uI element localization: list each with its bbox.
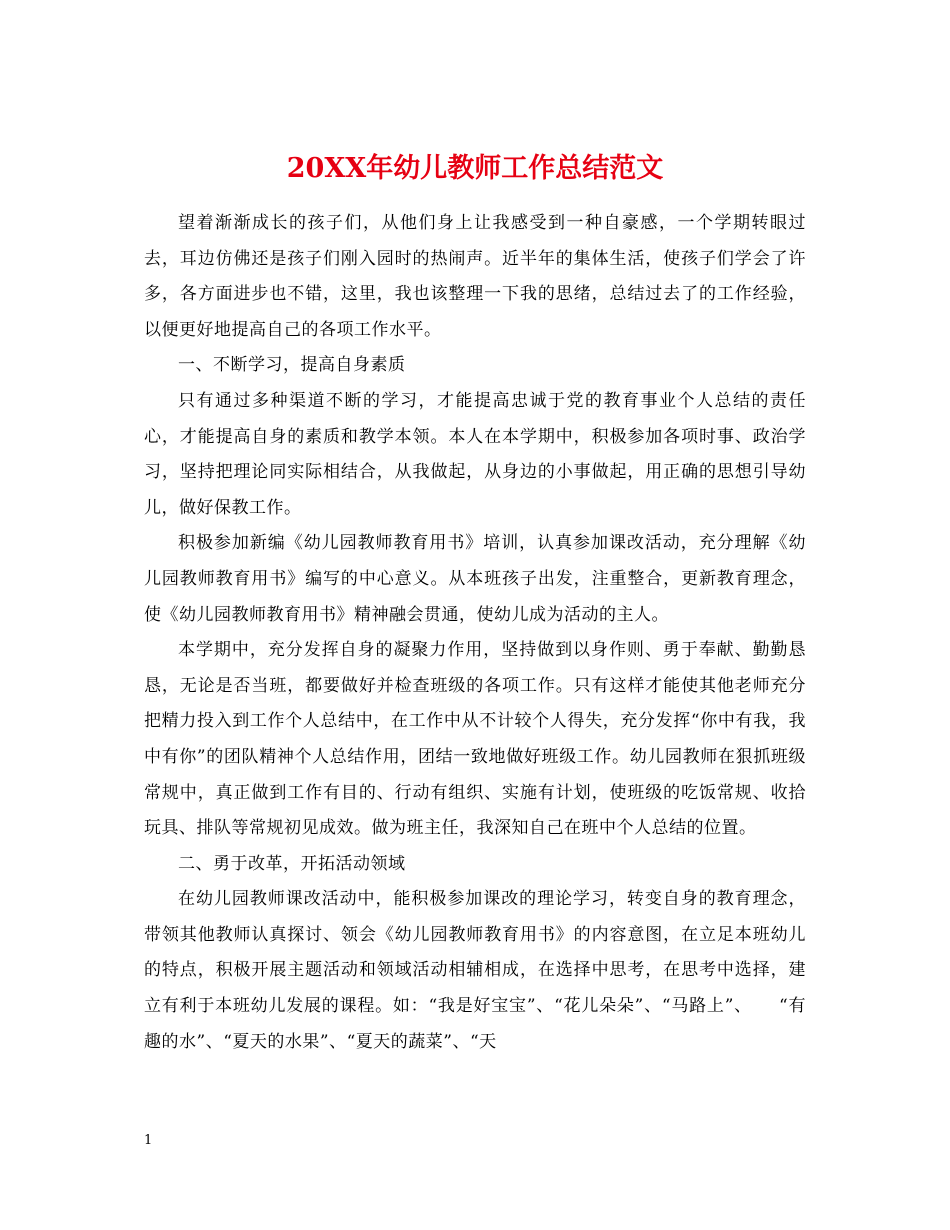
paragraph-reform: 在幼儿园教师课改活动中，能积极参加课改的理论学习，转变自身的教育理念，带领其他教师认真探讨、领会《幼儿园教师教育用书》的内容意图，在立足本班幼儿的特点，积极开展主题活动和领域活动相辅相成，在选择中思考，在思考中选择，建立有利于本班幼儿发展的课程。如：“我是好宝宝”、“花儿朵朵”、“马路上”、 “有趣的水”、“夏天的水果”、“夏天的蔬菜”、“天 (144, 889, 806, 1052)
paragraph-class-work: 本学期中，充分发挥自身的凝聚力作用，坚持做到以身作则、勇于奉献、勤勤恳恳，无论是否当班，都要做好并检查班级的各项工作。只有这样才能使其他老师充分把精力投入到工作个人总结中，在工作中从不计较个人得失，充分发挥“你中有我，我中有你”的团队精神个人总结作用，团结一致地做好班级工作。幼儿园教师在狠抓班级常规中，真正做到工作有目的、行动有组织、实施有计划，使班级的吃饭常规、收拾玩具、排队等常规初见成效。做为班主任，我深知自己在班中个人总结的位置。 (144, 640, 806, 839)
section-heading-1: 一、不断学习，提高自身素质 (178, 355, 406, 376)
paragraph-intro: 望着渐渐成长的孩子们，从他们身上让我感受到一种自豪感，一个学期转眼过去，耳边仿佛还是孩子们刚入园时的热闹声。近半年的集体生活，使孩子们学会了许多，各方面进步也不错，这里，我也该整理一下我的思绪，总结过去了的工作经验，以便更好地提高自己的各项工作水平。 (144, 213, 806, 340)
section-heading-2: 二、勇于改革，开拓活动领域 (178, 853, 406, 874)
paragraph-training: 积极参加新编《幼儿园教师教育用书》培训，认真参加课改活动，充分理解《幼儿园教师教育用书》编写的中心意义。从本班孩子出发，注重整合，更新教育理念，使《幼儿园教师教育用书》精神融会贯通，使幼儿成为活动的主人。 (144, 533, 806, 625)
page-number: 1 (144, 1133, 153, 1148)
document-title: 20XX年幼儿教师工作总结范文 (286, 153, 664, 185)
paragraph-study: 只有通过多种渠道不断的学习，才能提高忠诚于党的教育事业个人总结的责任心，才能提高自身的素质和教学本领。本人在本学期中，积极参加各项时事、政治学习，坚持把理论同实际相结合，从我做起，从身边的小事做起，用正确的思想引导幼儿，做好保教工作。 (144, 390, 806, 518)
document-body (144, 206, 806, 1060)
